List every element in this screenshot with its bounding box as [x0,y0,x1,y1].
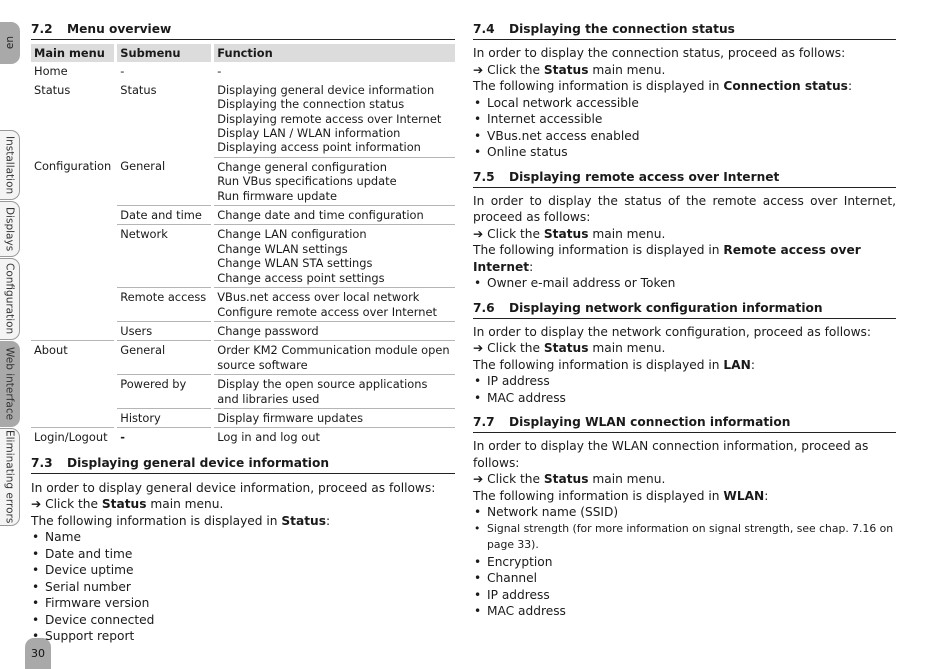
cell-sub: General [116,157,213,205]
cell-sub: Powered by [116,375,213,409]
tab-language[interactable] [0,22,20,64]
section-heading [473,168,896,188]
cell-main: Home [34,64,68,79]
instruction-menu: Status [543,62,589,77]
function-line: VBus.net access over local network [217,290,420,305]
section-title: Displaying general device information [67,455,330,470]
info-target: WLAN [723,488,765,503]
instruction-line [473,226,896,243]
tab-configuration[interactable] [0,258,20,340]
function-line: Configure remote access over Internet [217,304,437,319]
section-title: Displaying network configuration information [509,300,823,315]
list-item: • Internet accessible [473,111,896,128]
list-item: • Device uptime [31,562,455,579]
info-list [473,95,896,161]
section-number: 7.7 [473,415,495,429]
intro-text: In order to display general device information, proceed as follows: [31,480,436,495]
function-line: Order KM2 Communication module open source software [217,343,450,372]
instruction-line [473,62,896,79]
info-prefix: The following information is displayed in [473,243,724,257]
header-function: Function [213,44,455,62]
list-item: • Firmware version [31,595,455,612]
instruction-menu: Status [101,497,147,512]
info-target: Connection status [723,79,848,93]
list-item: • Name [31,529,455,546]
list-item: • VBus.net access enabled [473,128,896,145]
info-prefix: The following information is displayed in [473,488,724,503]
table-row [31,341,455,375]
instruction-prefix: ➔ Click the [473,62,544,77]
list-item: • MAC address [473,390,896,407]
cell-sub: Date and time [116,206,213,225]
instruction-menu: Status [543,472,589,486]
tab-eliminating-errors-label: Eliminating errors [3,430,16,524]
list-item: • Date and time [31,546,455,563]
section-number: 7.2 [31,22,53,36]
info-list [473,504,896,620]
tab-installation[interactable] [0,130,20,200]
cell-function [213,288,455,322]
cell-main [31,321,116,340]
info-prefix: The following information is displayed in [473,357,724,372]
cell-main [31,206,116,225]
tab-web-interface[interactable] [0,341,20,427]
list-item: • Support report [31,628,455,645]
function-line: Displaying the connection status [217,97,405,112]
section-number: 7.6 [473,300,495,315]
cell-main [31,288,116,322]
table-row [31,225,455,288]
table-row [31,288,455,322]
instruction-suffix: main menu. [588,341,666,355]
table-row [31,321,455,340]
instruction-menu: Status [543,226,589,241]
info-suffix: : [847,79,853,93]
intro-text: In order to display the connection status, proceed as follows: [473,46,846,60]
cell-function [213,408,455,427]
section-heading [473,20,896,40]
info-prefix: The following information is displayed in [31,513,282,528]
list-item: • Signal strength (for more information on signal strength, see chap. 7.16 on page 33). [473,521,896,554]
instruction-suffix: main menu. [588,472,666,486]
cell-function [213,428,455,447]
function-line: Log in and log out [217,430,320,445]
table-row [31,81,455,158]
function-line: Change access point settings [217,270,385,285]
section-title: Menu overview [67,22,172,36]
info-line [473,242,896,275]
info-suffix: : [764,488,769,503]
cell-sub: - [116,428,213,447]
list-item: • Network name (SSID) [473,504,896,521]
section-heading [473,299,896,319]
section-7-7 [473,413,896,620]
cell-function [213,375,455,409]
function-line: Displaying general device information [217,82,435,97]
page-number: 30 [25,638,51,669]
header-submenu: Submenu [116,44,213,62]
intro-text: In order to display the WLAN connection information, proceed as follows: [473,439,869,470]
info-line [473,78,896,95]
section-7-5 [473,168,896,292]
info-suffix: : [750,357,755,372]
function-line: Displaying access point information [217,140,421,155]
tab-displays[interactable] [0,201,20,257]
cell-main: Configuration [34,159,112,174]
instruction-prefix: ➔ Click the [31,497,102,512]
section-number: 7.4 [473,22,495,36]
section-number: 7.5 [473,169,495,184]
tab-configuration-label: Configuration [3,263,16,335]
function-line: Run VBus specifications update [217,174,397,189]
list-item: • Owner e-mail address or Token [473,275,896,292]
section-7-4 [473,20,896,161]
function-line: Change WLAN settings [217,241,348,256]
cell-sub: History [116,408,213,427]
info-prefix: The following information is displayed in [473,79,724,93]
menu-overview-table [31,44,455,447]
info-suffix: : [529,259,534,274]
tab-installation-label: Installation [3,135,16,195]
function-line: Change WLAN STA settings [217,256,373,271]
section-heading [31,454,455,474]
section-title: Displaying the connection status [509,22,735,36]
tab-displays-label: Displays [3,206,16,252]
chapter-tabs [0,0,24,669]
instruction-line [473,471,896,488]
info-suffix: : [326,513,331,528]
table-row [31,375,455,409]
cell-function [213,81,455,158]
cell-sub: Users [116,321,213,340]
section-heading [31,20,455,40]
cell-function [213,206,455,225]
list-item: • Serial number [31,579,455,596]
instruction-suffix: main menu. [588,62,666,77]
right-column [473,20,896,627]
cell-main [31,375,116,409]
instruction-suffix: main menu. [588,226,666,241]
info-line [31,513,455,530]
intro-text: In order to display the network configuration, proceed as follows: [473,324,871,339]
list-item: • MAC address [473,603,896,620]
instruction-line [31,496,455,513]
cell-function [213,62,455,80]
cell-sub: Status [116,81,213,158]
section-title: Displaying WLAN connection information [509,415,791,429]
header-main-menu: Main menu [31,44,116,62]
instruction-line [473,340,896,357]
function-line: Run firmware update [217,188,337,203]
section-7-2 [31,20,455,447]
function-line: Change LAN configuration [217,227,367,242]
function-line: Displaying remote access over Internet [217,111,442,126]
function-line: Change date and time configuration [217,208,424,223]
table-header-row [31,44,455,62]
function-line: - [217,64,222,79]
cell-sub: Remote access [116,288,213,322]
cell-main: Status [34,82,71,97]
table-row [31,62,455,80]
info-list [473,373,896,406]
cell-sub: General [116,341,213,375]
info-target: Status [281,513,326,528]
cell-main [31,408,116,427]
instruction-prefix: ➔ Click the [473,341,544,355]
info-list [473,275,896,292]
info-line [473,357,896,374]
cell-main: About [34,343,68,358]
list-item: • Encryption [473,554,896,571]
section-heading [473,413,896,433]
info-target: LAN [723,357,751,372]
table-row [31,206,455,225]
list-item: • Local network accessible [473,95,896,112]
cell-main [31,225,116,288]
function-line: Change password [217,323,319,338]
cell-sub: - [116,62,213,80]
instruction-menu: Status [543,341,589,355]
cell-function [213,341,455,375]
function-line: Change general configuration [217,159,387,174]
intro-text: In order to display the status of the remote access over Internet, proceed as follows: [473,193,896,224]
table-row [31,157,455,205]
instruction-prefix: ➔ Click the [473,226,544,241]
section-7-3 [31,454,455,645]
info-target: Remote access over Internet [473,243,861,274]
tab-eliminating-errors[interactable] [0,428,20,526]
cell-function [213,225,455,288]
section-number: 7.3 [31,455,53,470]
function-line: Display the open source applications and libraries used [217,377,428,406]
cell-sub: Network [116,225,213,288]
cell-function [213,321,455,340]
table-row [31,408,455,427]
tab-language-label: en [3,36,16,50]
info-list [31,529,455,645]
tab-web-interface-label: Web interface [3,347,16,421]
instruction-prefix: ➔ Click the [473,472,544,486]
table-row [31,428,455,447]
list-item: • IP address [473,587,896,604]
list-item: • Device connected [31,612,455,629]
cell-function [213,157,455,205]
list-item: • Channel [473,570,896,587]
list-item: • Online status [473,144,896,161]
section-title: Displaying remote access over Internet [509,169,780,184]
function-line: Display firmware updates [217,410,364,425]
list-item: • IP address [473,373,896,390]
section-7-6 [473,299,896,407]
function-line: Display LAN / WLAN information [217,126,401,141]
instruction-suffix: main menu. [146,497,224,512]
cell-main: Login/Logout [34,430,108,445]
info-line [473,488,896,505]
left-column [31,20,455,652]
